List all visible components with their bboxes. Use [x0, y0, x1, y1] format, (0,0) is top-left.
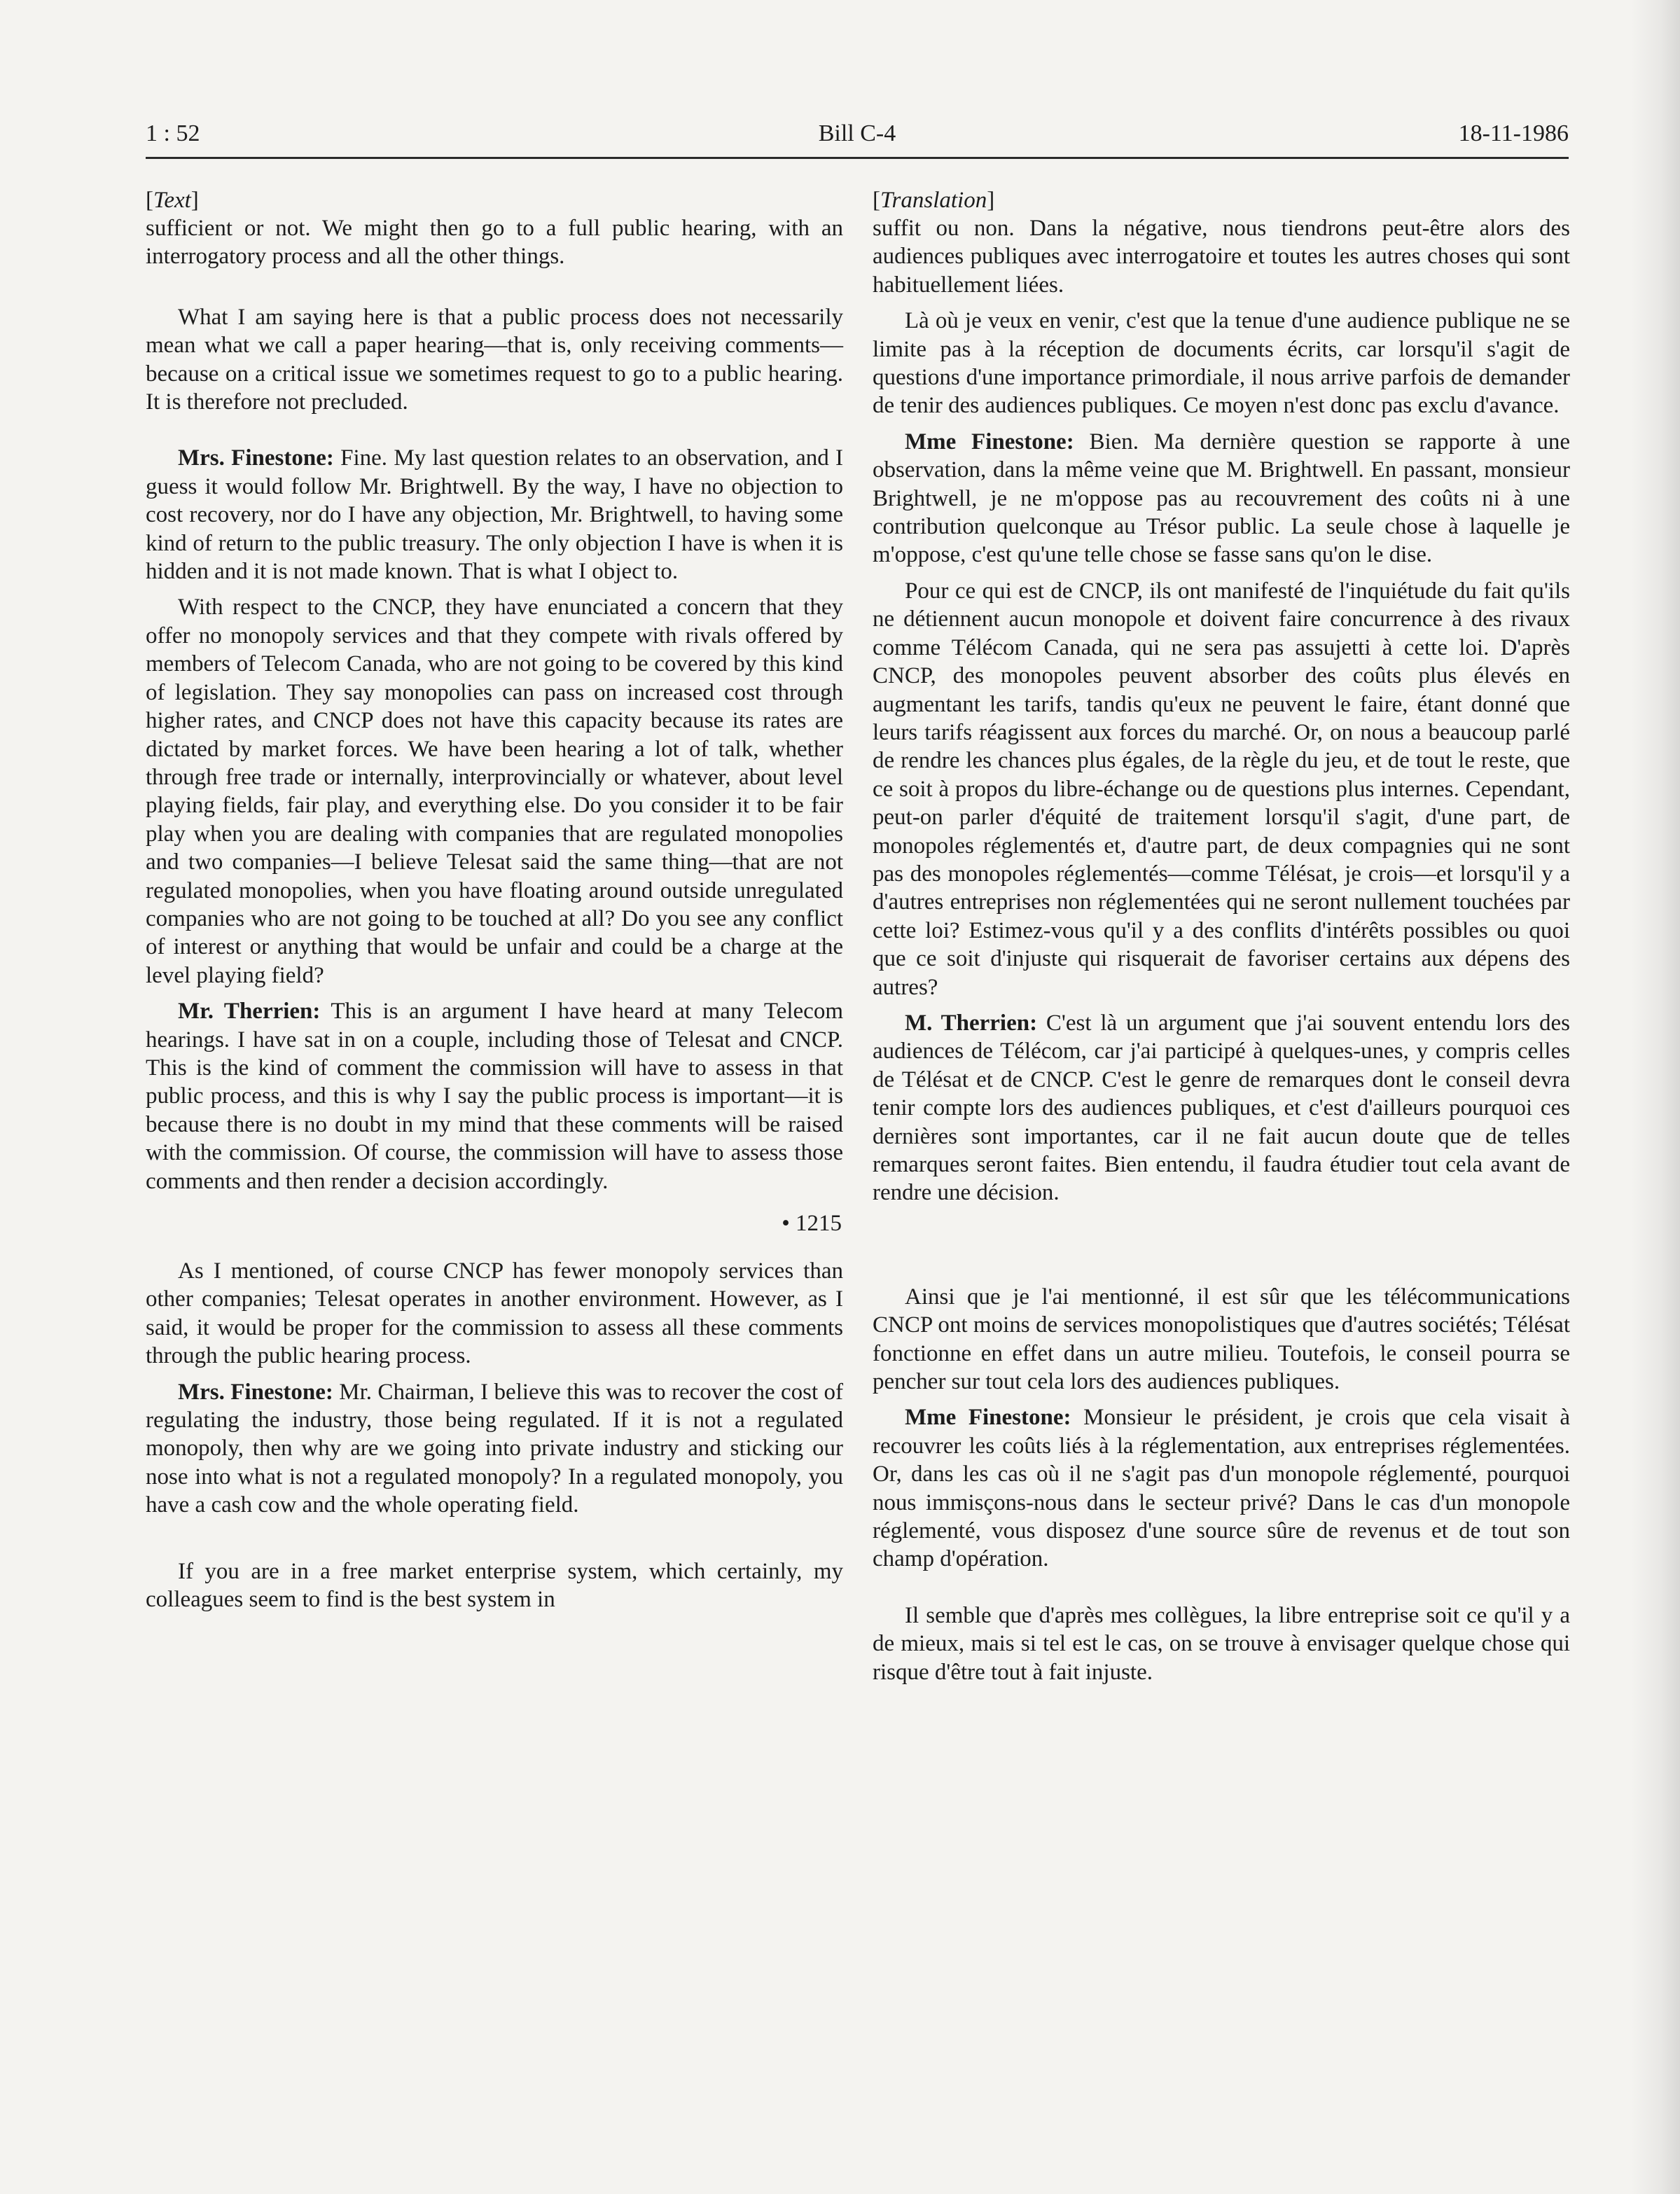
paragraph: Mrs. Finestone: Mr. Chairman, I believe this was to recover the cost of regulating the industry, those being regulated. If it is not a regulated monopoly, then why are we going into private industry and sticking our nose into what is not a regulated monopoly? In a regulated monopoly, you have a cash cow and the whole operating field.	[146, 1379, 843, 1518]
paragraph: With respect to the CNCP, they have enunciated a concern that they offer no monopoly services and that they compete with rivals offered by members of Telecom Canada, who are not going to be covered by this kind of legislation. They say monopolies can pass on increased cost through higher rates, and CNCP does not have this capacity because its rates are dictated by market forces. We have been hearing a lot of talk, whether through free trade or internally, interprovincially or whatever, about level playing fields, fair play, and everything else. Do you consider it to be fair play when you are dealing with companies that are regulated monopolies and two companies—I believe Telesat said the same thing—that are not regulated monopolies, when you have floating around outside unregulated companies who are not going to be touched at all? Do you see any conflict of interest or anything that would be unfair and could be a charge at the level playing field?	[146, 595, 843, 988]
speaker-name: Mme Finestone:	[905, 429, 1074, 454]
column-label-translation: [Translation]	[873, 188, 995, 213]
english-column	[146, 186, 843, 1613]
header-date: 18-11-1986	[1458, 120, 1569, 146]
paragraph: M. Therrien: C'est là un argument que j'ai souvent entendu lors des audiences de Télécom, car j'ai participé à quelques-unes, y compris celles de Télésat et de CNCP. C'est le genre de remarques dont le conseil devra tenir compte lors des audiences publiques, et c'est d'ailleurs pourquoi ces dernières sont importantes, car il ne fait aucun doute que de telles remarques seront faites. Bien entendu, il faudra étudier tout cela avant de rendre une décision.	[873, 1010, 1571, 1206]
page-number: 1 : 52	[146, 120, 200, 146]
speaker-name: M. Therrien:	[905, 1010, 1038, 1036]
speaker-name: Mr. Therrien:	[178, 999, 321, 1025]
paragraph: Mme Finestone: Monsieur le président, je crois que cela visait à recouvrer les coûts liés à la réglementation, aux entreprises réglementées. Or, dans les cas où il ne s'agit pas d'un monopole réglementé, pourquoi nous immisçons-nous dans le secteur privé? Dans le cas d'un monopole réglementé, vous disposez d'une source sûre de revenus et de tout son champ d'opération.	[873, 1405, 1570, 1572]
paragraph: Pour ce qui est de CNCP, ils ont manifesté de l'inquiétude du fait qu'ils ne détiennent aucun monopole et doivent faire concurrence à des rivaux comme Télécom Canada, qui ne sera pas assujetti à cette loi. D'après CNCP, des monopoles peuvent absorber des coûts plus élevés en augmentant les tarifs, tandis qu'eux ne peuvent le faire, étant donné que leurs tarifs réagissent aux forces du marché. Or, on nous a beaucoup parlé de rendre les chances plus égales, de la règle du jeu, et de tout le reste, que ce soit à propos du libre-échange ou de questions plus internes. Cependant, peut-on parler d'équité de traitement lorsqu'il s'agit, d'une part, de monopoles réglementés et, d'autre part, de deux compagnies qui ne sont pas des monopoles réglementés—comme Télésat, je crois—et lorsqu'il y a d'autres entreprises non réglementées qui ne seront nullement touchées par cette loi? Estimez-vous qu'il y a des conflits d'intérêts possibles ou quoi que ce soit d'injuste qui risquerait de favoriser certains aux dépens des autres?	[873, 578, 1570, 1000]
page-header	[146, 120, 1569, 155]
french-column	[873, 186, 1570, 1686]
paragraph: Mr. Therrien: This is an argument I have heard at many Telecom hearings. I have sat in on a couple, including those of Telesat and CNCP. This is the kind of comment the commission will have to assess in that public process, and this is why I say the public process is important—it is because there is no doubt in my mind that these comments will be raised with the commission. Of course, the commission will have to assess those comments and then render a decision accordingly.	[146, 999, 843, 1194]
page-edge-shadow	[1631, 0, 1680, 2194]
paragraph: Là où je veux en venir, c'est que la tenue d'une audience publique ne se limite pas à la réception de documents écrits, car lorsqu'il s'agit de questions d'une importance primordiale, il nous arrive parfois de demander de tenir des audiences publiques. Ce moyen n'est donc pas exclu d'avance.	[873, 308, 1570, 419]
speaker-name: Mme Finestone:	[905, 1405, 1071, 1431]
column-label-text: [Text]	[146, 188, 199, 213]
speaker-name: Mrs. Finestone:	[178, 1379, 333, 1405]
header-rule	[146, 157, 1569, 159]
bill-title: Bill C-4	[818, 120, 896, 146]
paragraph: As I mentioned, of course CNCP has fewer monopoly services than other companies; Telesat operates in another environment. However, as I said, it would be proper for the commission to assess all these comments through the public hearing process.	[146, 1258, 843, 1369]
paragraph: Mme Finestone: Bien. Ma dernière question se rapporte à une observation, dans la même veine que M. Brightwell. En passant, monsieur Brightwell, je ne m'oppose pas au recouvrement des coûts ni à une contribution quelconque au Trésor public. La seule chose à laquelle je m'oppose, c'est qu'une telle chose se fasse sans qu'on le dise.	[873, 429, 1570, 568]
paragraph: Ainsi que je l'ai mentionné, il est sûr que les télécommunications CNCP ont moins de services monopolistiques que d'autres sociétés; Télésat fonctionne en effet dans un autre milieu. Toutefois, le conseil pourra se pencher sur tout cela lors des audiences publiques.	[873, 1284, 1570, 1395]
paragraph: Mrs. Finestone: Fine. My last question relates to an observation, and I guess it would follow Mr. Brightwell. By the way, I have no objection to cost recovery, nor do I have any objection, Mr. Brightwell, to having some kind of return to the public treasury. The only objection I have is when it is hidden and it is not made known. That is what I object to.	[146, 445, 843, 585]
paragraph: Il semble que d'après mes collègues, la libre entreprise soit ce qu'il y a de mieux, mais si tel est le cas, on se trouve à envisager quelque chose qui risque d'être tout à fait injuste.	[873, 1602, 1570, 1685]
paragraph: suffit ou non. Dans la négative, nous tiendrons peut-être alors des audiences publiques avec interrogatoire et toutes les autres choses qui sont habituellement liées.	[873, 216, 1570, 298]
speaker-name: Mrs. Finestone:	[178, 445, 334, 471]
paragraph: sufficient or not. We might then go to a full public hearing, with an interrogatory process and all the other things.	[146, 216, 843, 270]
paragraph: If you are in a free market enterprise system, which certainly, my colleagues seem to find is the best system in	[146, 1558, 843, 1613]
paragraph: What I am saying here is that a public process does not necessarily mean what we call a paper hearing—that is, only receiving comments—because on a critical issue we sometimes request to go to a public hearing. It is therefore not precluded.	[146, 304, 843, 415]
time-marker: • 1215	[782, 1211, 842, 1236]
